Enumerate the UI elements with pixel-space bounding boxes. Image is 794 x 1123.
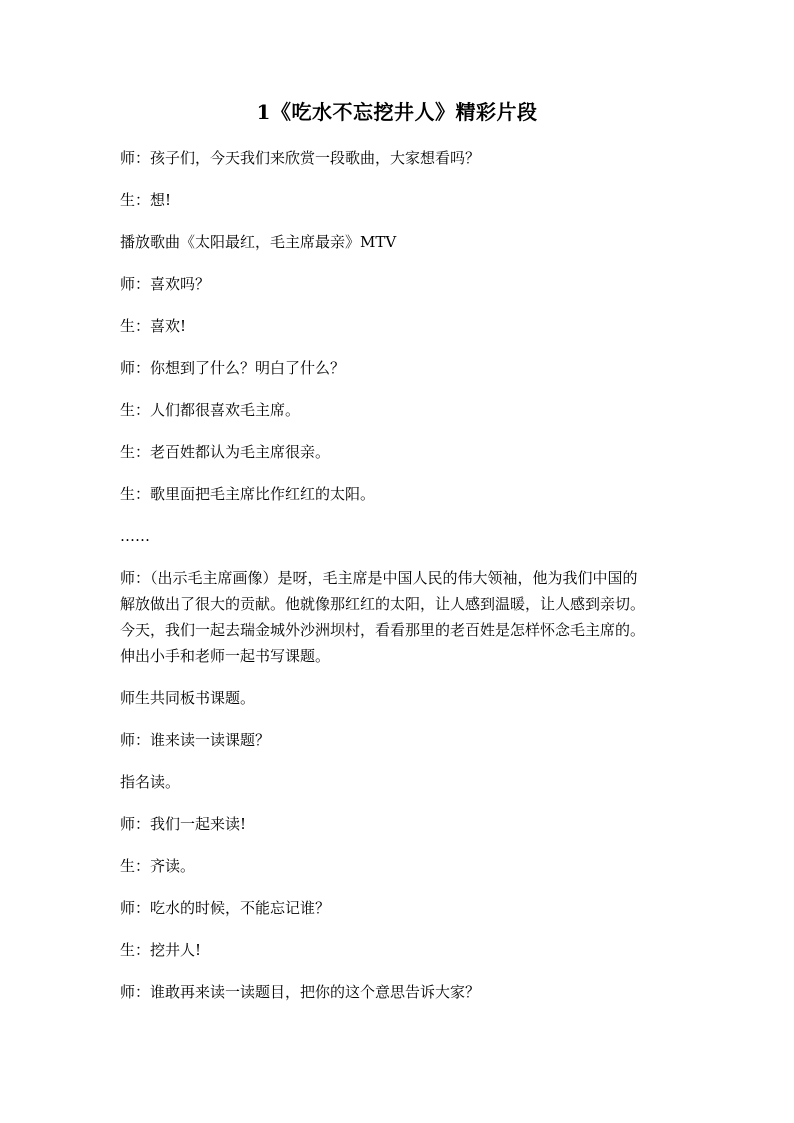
paragraph: 生：齐读。: [120, 857, 196, 875]
paragraph-line: 解放做出了很大的贡献。他就像那红红的太阳，让人感到温暖，让人感到亲切。: [120, 595, 646, 613]
paragraph-line: 伸出小手和老师一起书写课题。: [120, 647, 331, 665]
paragraph: 师：喜欢吗？: [120, 275, 211, 293]
paragraph: 师：你想到了什么？明白了什么？: [120, 359, 346, 377]
document-body: [120, 145, 680, 1021]
paragraph: 生：老百姓都认为毛主席很亲。: [120, 443, 331, 461]
paragraph: 指名读。: [120, 773, 181, 791]
paragraph: 师：谁敢再来读一读题目，把你的这个意思告诉大家？: [120, 983, 481, 1001]
document-title: 1《吃水不忘挖井人》精彩片段: [256, 100, 538, 124]
ellipsis: ……: [120, 527, 150, 545]
paragraph: 师：我们一起来读!: [120, 815, 247, 833]
paragraph: 师：孩子们，今天我们来欣赏一段歌曲，大家想看吗？: [120, 149, 481, 167]
paragraph: 生：喜欢!: [120, 317, 187, 335]
paragraph: 生：歌里面把毛主席比作红红的太阳。: [120, 485, 376, 503]
paragraph: 生：挖井人!: [120, 941, 202, 959]
paragraph-line: 师：（出示毛主席画像）是呀，毛主席是中国人民的伟大领袖，他为我们中国的: [120, 569, 638, 587]
paragraph-block: [120, 565, 680, 669]
paragraph: 播放歌曲《太阳最红，毛主席最亲》MTV: [120, 233, 397, 251]
paragraph: 生：人们都很喜欢毛主席。: [120, 401, 301, 419]
paragraph-line: 今天，我们一起去瑞金城外沙洲坝村，看看那里的老百姓是怎样怀念毛主席的。: [120, 621, 646, 639]
paragraph: 生：想!: [120, 191, 172, 209]
paragraph: 师生共同板书课题。: [120, 689, 256, 707]
paragraph: 师：谁来读一读课题？: [120, 731, 271, 749]
paragraph: 师：吃水的时候，不能忘记谁？: [120, 899, 331, 917]
